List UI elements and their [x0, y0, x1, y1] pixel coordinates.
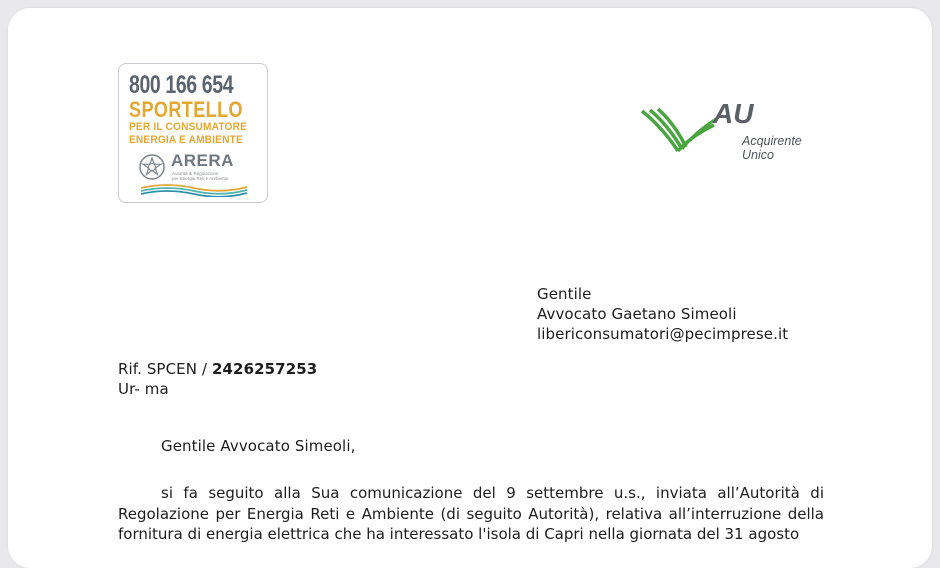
au-mark: AU	[713, 98, 754, 129]
recipient-greeting: Gentile	[537, 285, 592, 303]
sportello-title: SPORTELLO	[129, 97, 243, 122]
arera-subtitle-2: per Energia Reti e Ambiente	[172, 176, 229, 181]
reference-number: 2426257253	[211, 360, 318, 378]
acquirente-unico-logo	[638, 98, 818, 163]
arera-subtitle-1: Autorità di Regolazione	[172, 171, 219, 176]
reference-line	[118, 359, 317, 379]
waves-icon	[139, 183, 249, 197]
italian-emblem-icon	[137, 152, 167, 182]
reference-initials: Ur- ma	[118, 380, 169, 398]
sportello-consumatore-logo	[118, 63, 268, 203]
sportello-subtitle-1: PER IL CONSUMATORE	[129, 121, 248, 133]
arera-name: ARERA	[171, 151, 234, 170]
salutation: Gentile Avvocato Simeoli,	[161, 437, 356, 455]
recipient-name: Avvocato Gaetano Simeoli	[537, 305, 737, 323]
hotline-number: 800 166 654	[129, 71, 234, 99]
reference-prefix: Rif. SPCEN /	[118, 360, 212, 378]
reference-block	[118, 359, 317, 399]
sportello-subtitle-2: ENERGIA E AMBIENTE	[129, 134, 243, 146]
body-paragraph: si fa seguito alla Sua comunicazione del 9 settembre u.s., inviata all’Autorità di Regolazione per Energia Reti e Ambiente (di seguito Autorità), relativa all’interruzione della fornitura di energia elettrica che ha interessato l'isola di Capri nella giornata del 31 agosto	[118, 484, 824, 543]
au-line-2: Unico	[742, 148, 774, 162]
recipient-email: libericonsumatori@pecimprese.it	[537, 325, 789, 343]
au-line-1: Acquirente	[742, 134, 802, 148]
au-swoosh-icon	[638, 103, 718, 163]
recipient-block	[537, 284, 788, 344]
letter-page	[8, 8, 932, 568]
